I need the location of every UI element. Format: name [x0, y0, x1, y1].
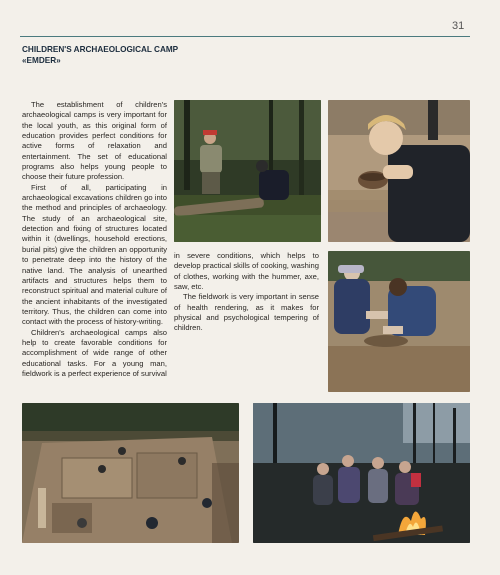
text-column-2 [174, 251, 319, 334]
photo-girl-with-pottery [328, 100, 470, 242]
section-title-line-1: CHILDREN'S ARCHAEOLOGICAL CAMP [22, 45, 179, 54]
photo-excavation-site [22, 403, 239, 543]
section-title-line-2: «EMDER» [22, 56, 61, 65]
paragraph: Children's archaeological camps also help to create favorable conditions for accomplishment of wide range of other educational tasks. For a young man, fieldwork is a perfect experience of survival [22, 327, 167, 378]
header-rule [20, 36, 470, 37]
photo-forest-workers [174, 100, 321, 242]
paragraph: The fieldwork is very important in sense of health rendering, as it makes for physical and psychological tempering of children. [174, 292, 319, 333]
paragraph: First of all, participating in archaeological excavations children go into the method and principles of archaeology. The study of an archaeological site, detection and fixing of structures located within it (dwellings, household erections, burial pits) give the children an opportunity to penetrate deep into the history of the native land. The analysis of unearthed artifacts and structures helps them to reconstruct spiritual and material culture of the ancient inhabitants of the investigated territory. Thus, the children can come into contact with the process of history-writing. [22, 182, 167, 327]
text-column-1 [22, 100, 167, 379]
photo-children-digging [328, 251, 470, 392]
paragraph: in severe conditions, which helps to develop practical skills of cooking, washing of clothes, working with the hummer, axe, saw, etc. [174, 251, 319, 292]
paragraph: The establishment of children's archaeological camps is very important for the local youth, as this original form of education provides perfect conditions for active forms of relaxation and entertainment. The set of educational programs also helps young people to choose their future profession. [22, 100, 167, 182]
photo-campfire [253, 403, 470, 543]
section-title [22, 44, 222, 66]
page-number: 31 [452, 20, 465, 32]
